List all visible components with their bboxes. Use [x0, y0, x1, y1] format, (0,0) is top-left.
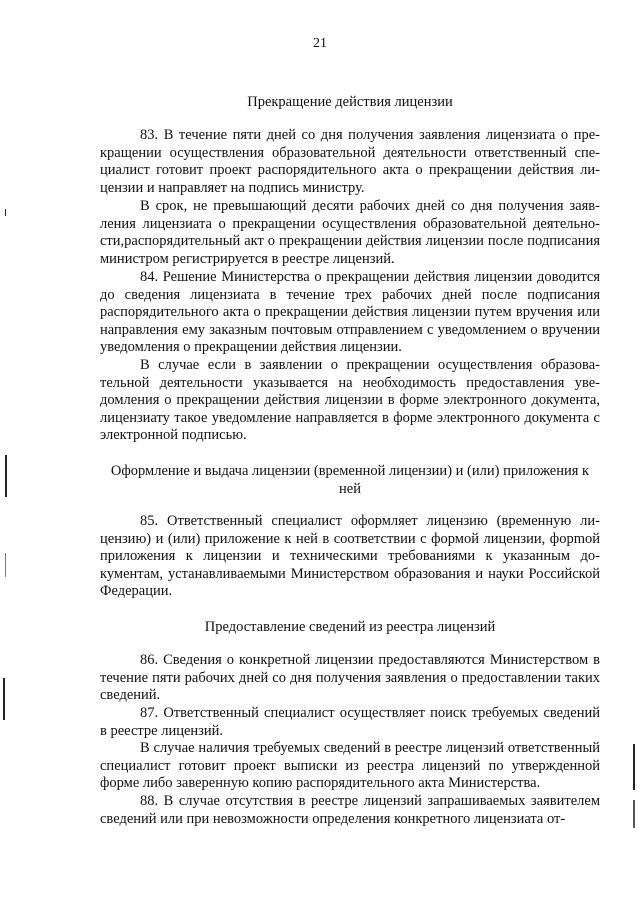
paragraph-84: 84. Решение Министерства о прекращении действия лицензии доводится до сведения лицензиата в течение трех рабочих дней после подписания распорядительного акта о прекращении действия лицензии путем вручения или направления ему заказным почтовым отправлением с уведомлением о вручении уведомления о прекращении действия лицензии. [100, 269, 600, 356]
scan-mark [5, 553, 6, 577]
scan-mark [633, 800, 635, 828]
scan-mark [3, 678, 5, 720]
paragraph-88: 88. В случае отсутствия в реестре лицензий запрашиваемых заявителем сведений или при невозможности определения конкретного лицензиата от- [100, 793, 600, 827]
paragraph-87: 87. Ответственный специалист осуществляет поиск требуемых сведений в реестре лицензий. [100, 705, 600, 739]
scan-mark [5, 209, 6, 216]
paragraph-83-term: В срок, не превышающий десяти рабочих дней со дня получения заявления лицензиата о прекращении осуществления образовательной деятельности,распорядительный акт о прекращении действия лицензии после подписания министром регистрируется в реестре лицензий. [100, 198, 600, 267]
scan-mark [633, 744, 635, 790]
paragraph-84-electronic: В случае если в заявлении о прекращении осуществления образовательной деятельности указывается на необходимость предоставления уведомления о прекращении действия лицензии в форме электронного документа, лицензиату такое уведомление направляется в форме электронного документа с электронной подписью. [100, 357, 600, 444]
section-heading-registry-information: Предоставление сведений из реестра лицензий [204, 619, 496, 635]
section-heading-license-termination: Прекращение действия лицензии [247, 94, 453, 110]
paragraph-87-extract: В случае наличия требуемых сведений в реестре лицензий ответственный специалист готовит проект выписки из реестра лицензий по утвержденной форме либо заверенную копию распорядительного акта Министерства. [100, 740, 600, 792]
paragraph-86: 86. Сведения о конкретной лицензии предоставляются Министерством в течение пяти рабочих дней со дня получения заявления о предоставлении таких сведений. [100, 652, 600, 704]
scan-mark [5, 455, 7, 497]
section-heading-license-issuance: Оформление и выдача лицензии (временной лицензии) и (или) приложения к ней [110, 463, 590, 497]
page-number: 21 [313, 36, 327, 51]
paragraph-83: 83. В течение пяти дней со дня получения заявления лицензиата о прекращении осуществления образовательной деятельности ответственный специалист готовит проект распорядительного акта о прекращении действия лицензии и направляет на подпись министру. [100, 127, 600, 196]
paragraph-85: 85. Ответственный специалист оформляет лицензию (временную лицензию) и (или) приложение к ней в соответствии с формой лицензии, форmой приложения к лицензии и техническими требованиями к указанным документам, устанавливаемыми Министерством образования и науки Российской Федерации. [100, 513, 600, 600]
